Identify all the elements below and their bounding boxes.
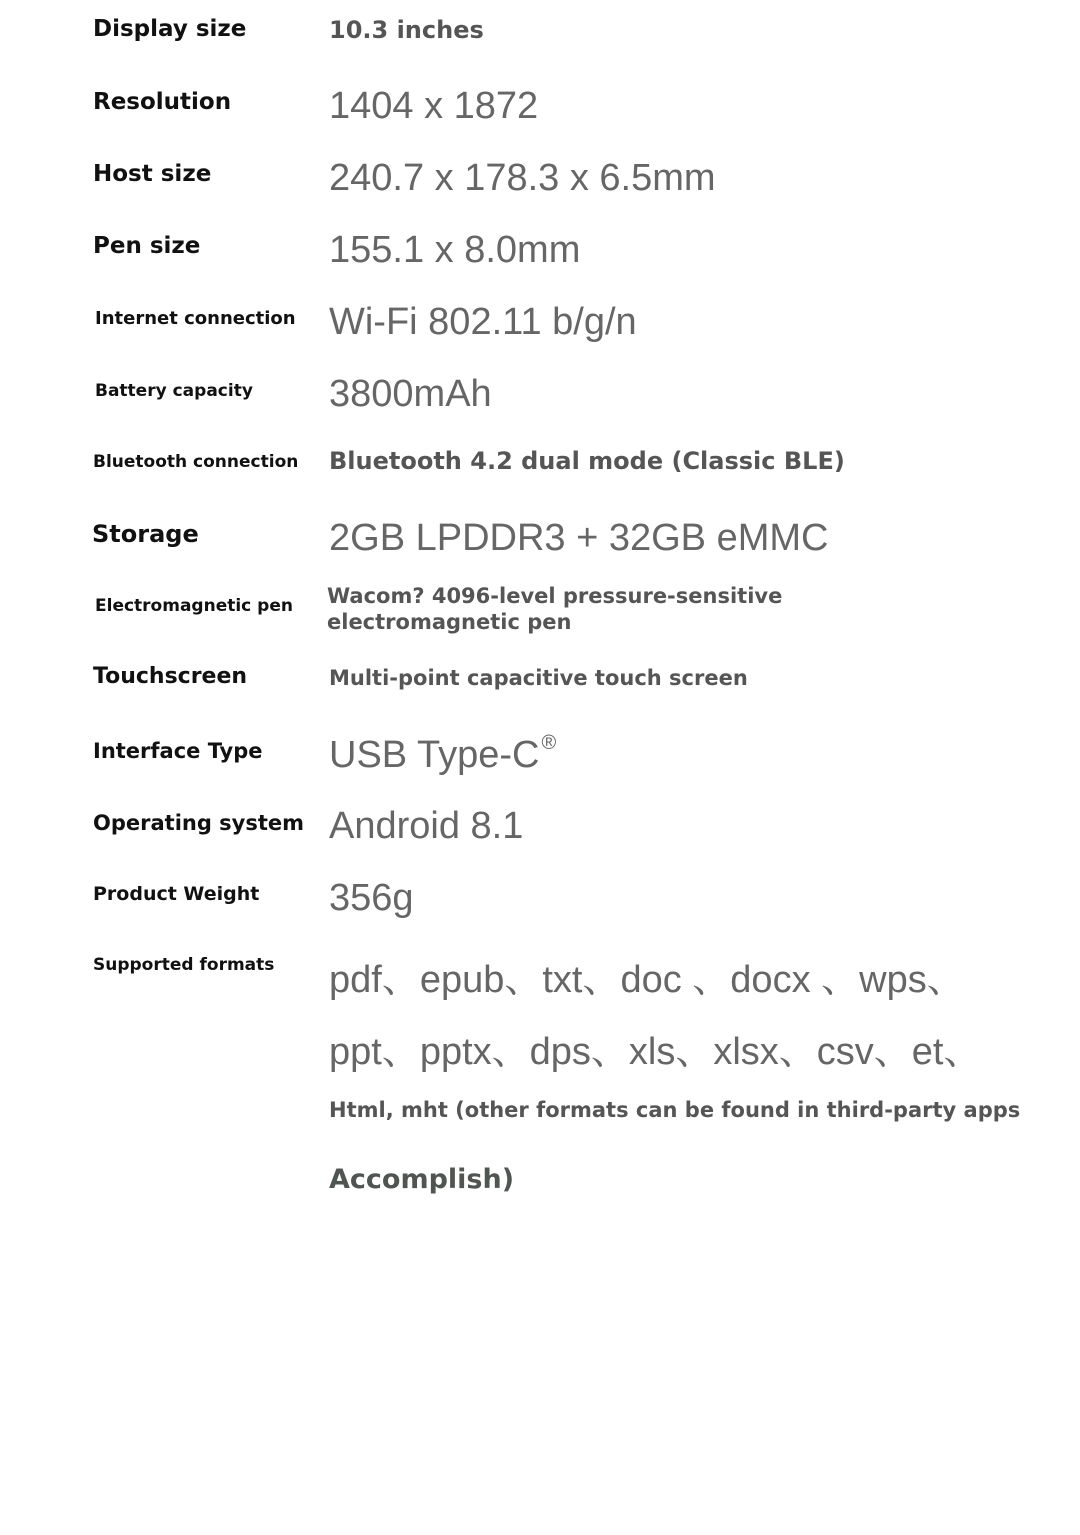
- interface-type-text: USB Type-C: [329, 734, 540, 776]
- spec-value-interface-type: [329, 732, 556, 777]
- spec-label-bluetooth-connection: Bluetooth connection: [93, 452, 299, 472]
- spec-value-display-size: 10.3 inches: [329, 16, 484, 44]
- spec-label-storage: Storage: [92, 520, 199, 548]
- spec-value-supported-formats-line2: ppt、pptx、dps、xls、xlsx、csv、et、: [329, 1031, 982, 1073]
- spec-label-supported-formats: Supported formats: [93, 955, 275, 975]
- spec-label-interface-type: Interface Type: [93, 739, 263, 763]
- spec-label-operating-system: Operating system: [93, 811, 305, 835]
- spec-value-pen-size: 155.1 x 8.0mm: [329, 229, 581, 271]
- spec-label-product-weight: Product Weight: [93, 883, 260, 905]
- spec-value-resolution: 1404 x 1872: [329, 85, 539, 127]
- spec-value-battery-capacity: 3800mAh: [329, 373, 492, 415]
- spec-value-touchscreen: Multi-point capacitive touch screen: [329, 666, 748, 690]
- spec-label-host-size: Host size: [93, 161, 212, 187]
- spec-label-internet-connection: Internet connection: [95, 308, 296, 329]
- spec-label-touchscreen: Touchscreen: [93, 664, 248, 689]
- spec-value-electromagnetic-pen-line2: electromagnetic pen: [327, 610, 572, 634]
- spec-value-internet-connection: Wi-Fi 802.11 b/g/n: [329, 301, 637, 343]
- spec-value-storage: 2GB LPDDR3 + 32GB eMMC: [329, 517, 829, 559]
- registered-mark: ®: [541, 732, 557, 754]
- spec-value-product-weight: 356g: [329, 877, 414, 919]
- spec-label-resolution: Resolution: [93, 89, 232, 115]
- spec-label-battery-capacity: Battery capacity: [95, 381, 253, 401]
- spec-value-supported-formats-line3: Html, mht (other formats can be found in third-party apps: [329, 1098, 1021, 1122]
- spec-value-bluetooth-connection: Bluetooth 4.2 dual mode (Classic BLE): [329, 447, 845, 475]
- spec-label-display-size: Display size: [93, 16, 247, 42]
- spec-value-host-size: 240.7 x 178.3 x 6.5mm: [329, 157, 716, 199]
- spec-value-supported-formats-line4: Accomplish): [329, 1164, 515, 1195]
- spec-label-pen-size: Pen size: [93, 233, 201, 259]
- spec-label-electromagnetic-pen: Electromagnetic pen: [95, 596, 293, 616]
- spec-value-supported-formats-line1: pdf、epub、txt、doc 、docx 、wps、: [329, 959, 965, 1001]
- spec-value-electromagnetic-pen-line1: Wacom? 4096-level pressure-sensitive: [327, 584, 783, 608]
- spec-value-operating-system: Android 8.1: [329, 805, 524, 847]
